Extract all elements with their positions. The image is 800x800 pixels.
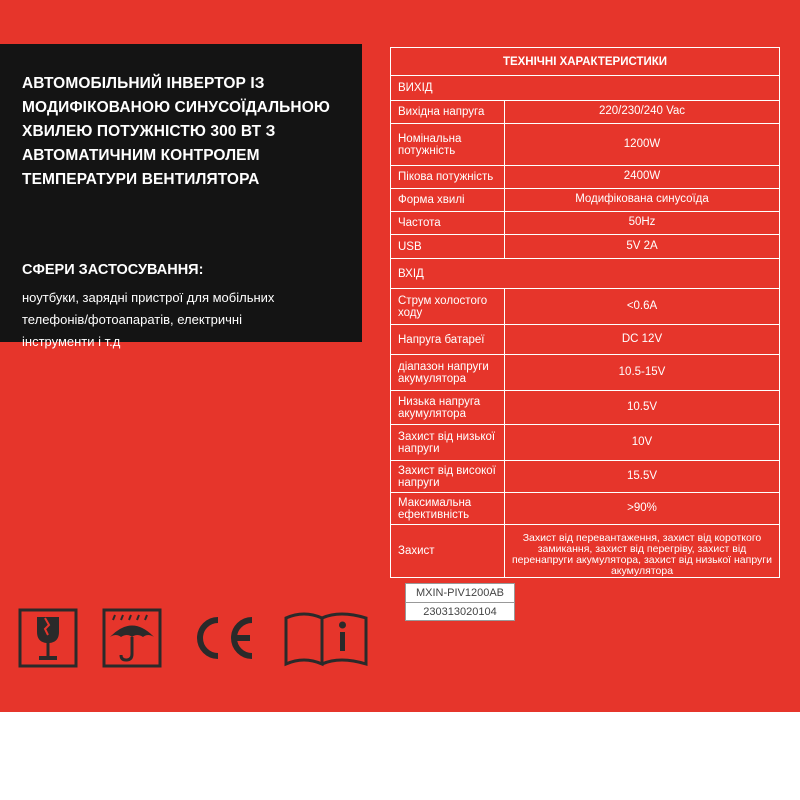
- spec-row: [391, 493, 779, 525]
- spec-section-input: [391, 259, 779, 289]
- spec-row: [391, 101, 779, 124]
- spec-label: Частота: [391, 212, 505, 234]
- spec-value: 1200W: [623, 137, 661, 150]
- spec-value: 220/230/240 Vac: [598, 105, 686, 118]
- spec-label: Низька напруга акумулятора: [391, 391, 505, 424]
- spec-value: DC 12V: [621, 332, 663, 345]
- spec-label: Захист: [391, 525, 505, 577]
- applications-line: інструменти і т.д: [22, 334, 121, 349]
- spec-row: [391, 391, 779, 425]
- spec-table: [390, 47, 780, 578]
- spec-row: [391, 425, 779, 461]
- fragile-glass-icon: [18, 608, 78, 668]
- keep-dry-umbrella-icon: [102, 608, 162, 668]
- spec-row: [391, 289, 779, 325]
- read-manual-icon: [282, 606, 370, 670]
- spec-section-output: [391, 76, 779, 101]
- spec-row: [391, 461, 779, 493]
- applications-line: телефонів/фотоапаратів, електричні: [22, 312, 242, 327]
- product-title-line: ХВИЛЕЮ ПОТУЖНІСТЮ 300 ВТ З: [22, 123, 276, 140]
- spec-value: 50Hz: [628, 216, 656, 229]
- spec-label: Вихідна напруга: [391, 101, 505, 123]
- product-title-line: МОДИФІКОВАНОЮ СИНУСОЇДАЛЬНОЮ: [22, 99, 330, 116]
- applications-heading: СФЕРИ ЗАСТОСУВАННЯ:: [22, 262, 204, 278]
- applications-text: [22, 287, 357, 353]
- spec-row: [391, 235, 779, 259]
- spec-value: <0.6A: [626, 299, 658, 312]
- spec-row: [391, 355, 779, 391]
- spec-row: [391, 525, 779, 577]
- spec-label: USB: [391, 235, 505, 258]
- product-title-line: АВТОМОБІЛЬНИЙ ІНВЕРТОР ІЗ: [22, 75, 265, 92]
- spec-value: 10.5V: [626, 400, 658, 413]
- spec-label: Напруга батареї: [391, 325, 505, 354]
- spec-value: 10.5-15V: [618, 365, 666, 378]
- spec-value: 15.5V: [626, 469, 658, 482]
- spec-value: 5V 2A: [626, 239, 658, 252]
- spec-section-label: ВХІД: [398, 267, 424, 280]
- spec-value: >90%: [627, 501, 657, 514]
- spec-label: Максимальна ефективність: [391, 493, 505, 524]
- serial-number: 230313020104: [423, 606, 497, 618]
- spec-label: Струм холостого ходу: [391, 289, 505, 324]
- spec-value: 2400W: [623, 170, 661, 183]
- product-title-line: АВТОМАТИЧНИМ КОНТРОЛЕМ: [22, 147, 260, 164]
- model-number: MXIN-PIV1200AB: [406, 584, 514, 603]
- serial-label: [405, 583, 515, 621]
- applications-line: ноутбуки, зарядні пристрої для мобільних: [22, 290, 275, 305]
- spec-row: [391, 189, 779, 212]
- product-title-line: ТЕМПЕРАТУРИ ВЕНТИЛЯТОРА: [22, 171, 260, 188]
- spec-value: Захист від перевантаження, захист від короткого замикання, захист від перегріву, захист від перенапруги акумулятора, захист від низької напруги акумулятора: [511, 532, 773, 577]
- ce-mark-glyph-icon: [186, 606, 260, 670]
- spec-label: діапазон напруги акумулятора: [391, 355, 505, 390]
- spec-label: Форма хвилі: [391, 189, 505, 211]
- spec-row: [391, 166, 779, 189]
- spec-row: [391, 325, 779, 355]
- spec-value: Модифікована синусоїда: [575, 193, 709, 206]
- product-title: [22, 72, 352, 192]
- ce-mark-icon: [186, 606, 260, 670]
- spec-label: Захист від низької напруги: [391, 425, 505, 460]
- description-panel: [0, 44, 362, 349]
- box-edge: [0, 712, 800, 800]
- spec-value: 10V: [631, 435, 653, 448]
- spec-label: Пікова потужність: [391, 166, 505, 188]
- spec-section-label: ВИХІД: [398, 82, 433, 94]
- spec-row: [391, 212, 779, 235]
- spec-label: Номінальна потужність: [391, 124, 505, 165]
- spec-row: [391, 124, 779, 166]
- spec-label: Захист від високої напруги: [391, 461, 505, 492]
- spec-table-header: ТЕХНІЧНІ ХАРАКТЕРИСТИКИ: [391, 48, 779, 76]
